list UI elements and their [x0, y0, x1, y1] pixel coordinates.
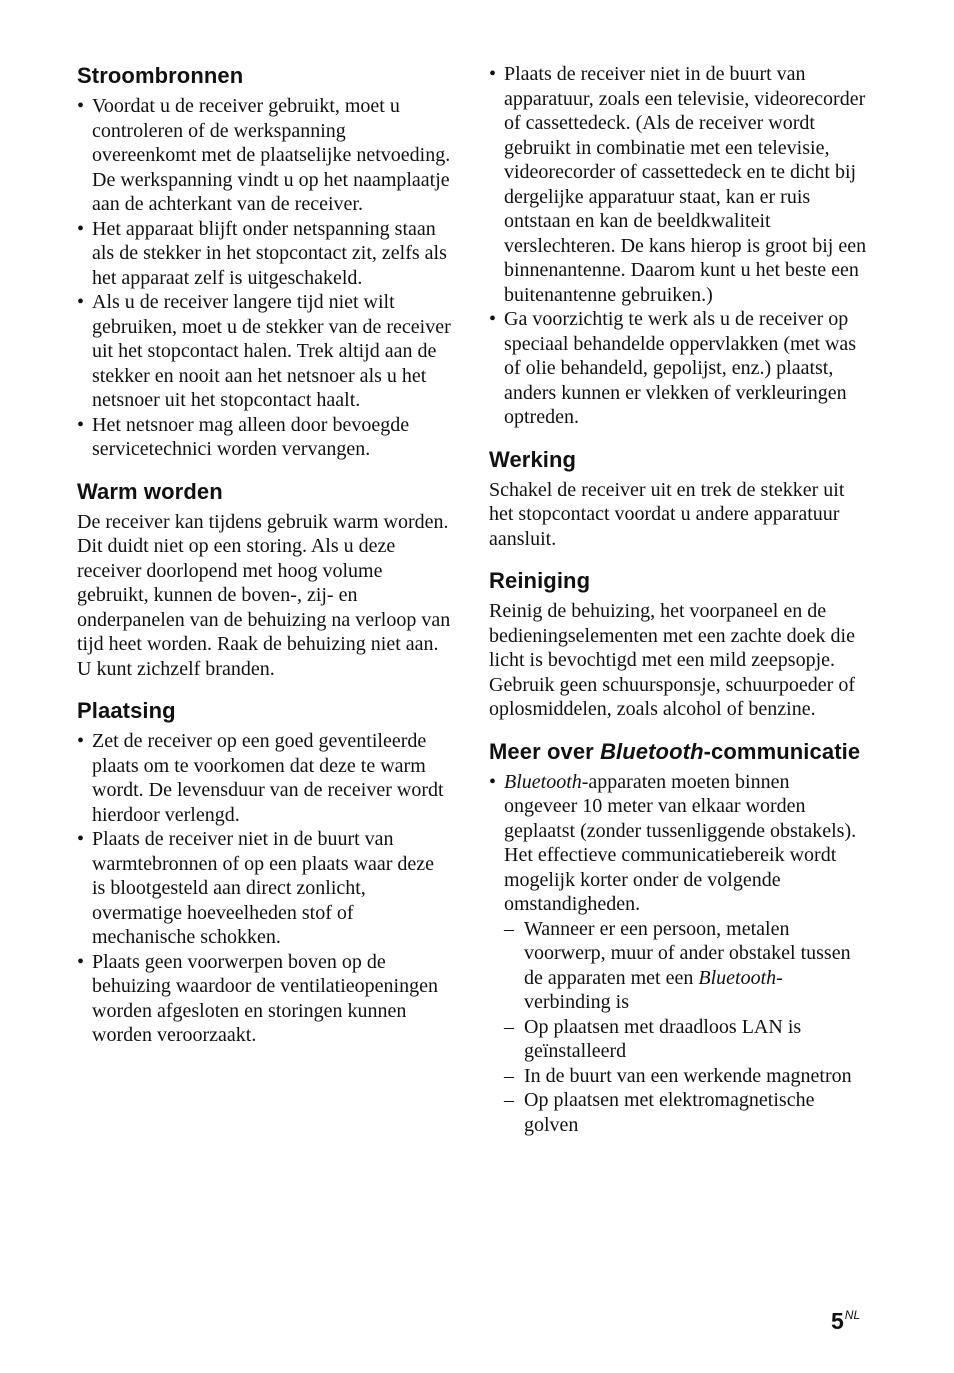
dash-item: – Op plaatsen met elektromagnetische golven [504, 1088, 867, 1137]
list-item: • Het apparaat blijft onder netspanning staan als de stekker in het stopcontact zit, zelfs als het apparaat zelf is uitgeschakeld. [77, 217, 452, 291]
stroombronnen-list [77, 94, 452, 462]
list-item: • Ga voorzichtig te werk als u de receiver op speciaal behandelde oppervlakken (met was of olie behandeld, gepolijst, enz.) plaatst, anders kunnen er vlekken of verkleuringen optreden. [489, 307, 867, 430]
warm-worden-text: De receiver kan tijdens gebruik warm worden. Dit duidt niet op een storing. Als u deze receiver doorlopend met hoog volume gebruikt, kunnen de boven-, zij- en onderpanelen van de behuizing na verloop van tijd heet worden. Raak de behuizing niet aan. U kunt zichzelf branden. [77, 510, 451, 680]
page-language-suffix: NL [844, 1308, 861, 1322]
plaatsing-list [77, 729, 452, 1048]
dash-item: – In de buurt van een werkende magnetron [504, 1064, 867, 1089]
list-item: • Het netsnoer mag alleen door bevoegde servicetechnici worden vervangen. [77, 413, 452, 462]
werking-text: Schakel de receiver uit en trek de stekker uit het stopcontact voordat u andere apparatuur aansluit. [489, 478, 845, 550]
list-item: • Plaats de receiver niet in de buurt van warmtebronnen of op een plaats waar deze is blootgesteld aan direct zonlicht, overmatige hoeveelheden stof of mechanische schokken. [77, 827, 452, 950]
section-bluetooth [489, 738, 867, 1138]
list-item: • Bluetooth-apparaten moeten binnen ongeveer 10 meter van elkaar worden geplaatst (zonder tussenliggende obstakels). Het effectieve communicatiebereik wordt mogelijk korter onder de volgende omstandigheden. – Wanneer er een persoon, metalen voorwerp, muur of ander obstakel tussen de apparaten met een Bluetooth-verbinding is – Op plaatsen met draadloos LAN is geïnstalleerd – In de buurt van een werkende magnetron – Op plaatsen met elektromagnetische golven [489, 770, 867, 1138]
section-stroombronnen [77, 62, 452, 462]
heading-warm-worden: Warm worden [77, 478, 223, 504]
section-plaatsing-continued [489, 62, 867, 430]
dash-item: – Wanneer er een persoon, metalen voorwerp, muur of ander obstakel tussen de apparaten met een Bluetooth-verbinding is [504, 917, 867, 1015]
bluetooth-conditions-list [504, 917, 867, 1138]
heading-werking: Werking [489, 446, 577, 472]
bluetooth-list [489, 770, 867, 1138]
reiniging-text: Reinig de behuizing, het voorpaneel en de bedieningselementen met een zachte doek die licht is bevochtigd met een mild zeepsopje. Gebruik geen schuursponsje, schuurpoeder of oplosmiddelen, zoals alcohol of benzine. [489, 600, 856, 720]
list-item: • Plaats de receiver niet in de buurt van apparatuur, zoals een televisie, videorecorder of cassettedeck. (Als de receiver wordt gebruikt in combinatie met een televisie, videorecorder of cassettedeck en te dicht bij dergelijke apparatuur staat, kan er ruis ontstaan en kan de beeldkwaliteit verslechteren. De kans hierop is groot bij een binnenantenne. Daarom kunt u het beste een buitenantenne gebruiken.) [489, 62, 867, 307]
list-item: • Als u de receiver langere tijd niet wilt gebruiken, moet u de stekker van de receiver uit het stopcontact halen. Trek altijd aan de stekker en nooit aan het netsnoer als u het netsnoer uit het stopcontact haalt. [77, 290, 452, 413]
section-werking [489, 446, 867, 552]
section-warm-worden [77, 478, 452, 682]
heading-reiniging: Reiniging [489, 568, 591, 593]
page-number-value: 5 [831, 1308, 844, 1334]
section-reiniging [489, 567, 867, 722]
list-item: • Zet de receiver op een goed geventileerde plaats om te voorkomen dat deze te warm wordt. De levensduur van de receiver wordt hierdoor verlengd. [77, 729, 452, 827]
page-number [831, 1308, 860, 1335]
list-item: • Voordat u de receiver gebruikt, moet u controleren of de werkspanning overeenkomt met de plaatselijke netvoeding. De werkspanning vindt u op het naamplaatje aan de achterkant van de receiver. [77, 94, 452, 217]
heading-bluetooth: Meer over Bluetooth-communicatie [489, 738, 861, 764]
section-plaatsing [77, 697, 452, 1048]
list-item: • Plaats geen voorwerpen boven op de behuizing waardoor de ventilatieopeningen worden afgesloten en storingen kunnen worden veroorzaakt. [77, 950, 452, 1048]
dash-item: – Op plaatsen met draadloos LAN is geïnstalleerd [504, 1015, 867, 1064]
right-column [489, 62, 867, 1153]
heading-stroombronnen: Stroombronnen [77, 63, 244, 88]
heading-plaatsing: Plaatsing [77, 698, 176, 723]
plaatsing-list-continued [489, 62, 867, 430]
left-column [77, 62, 452, 1064]
